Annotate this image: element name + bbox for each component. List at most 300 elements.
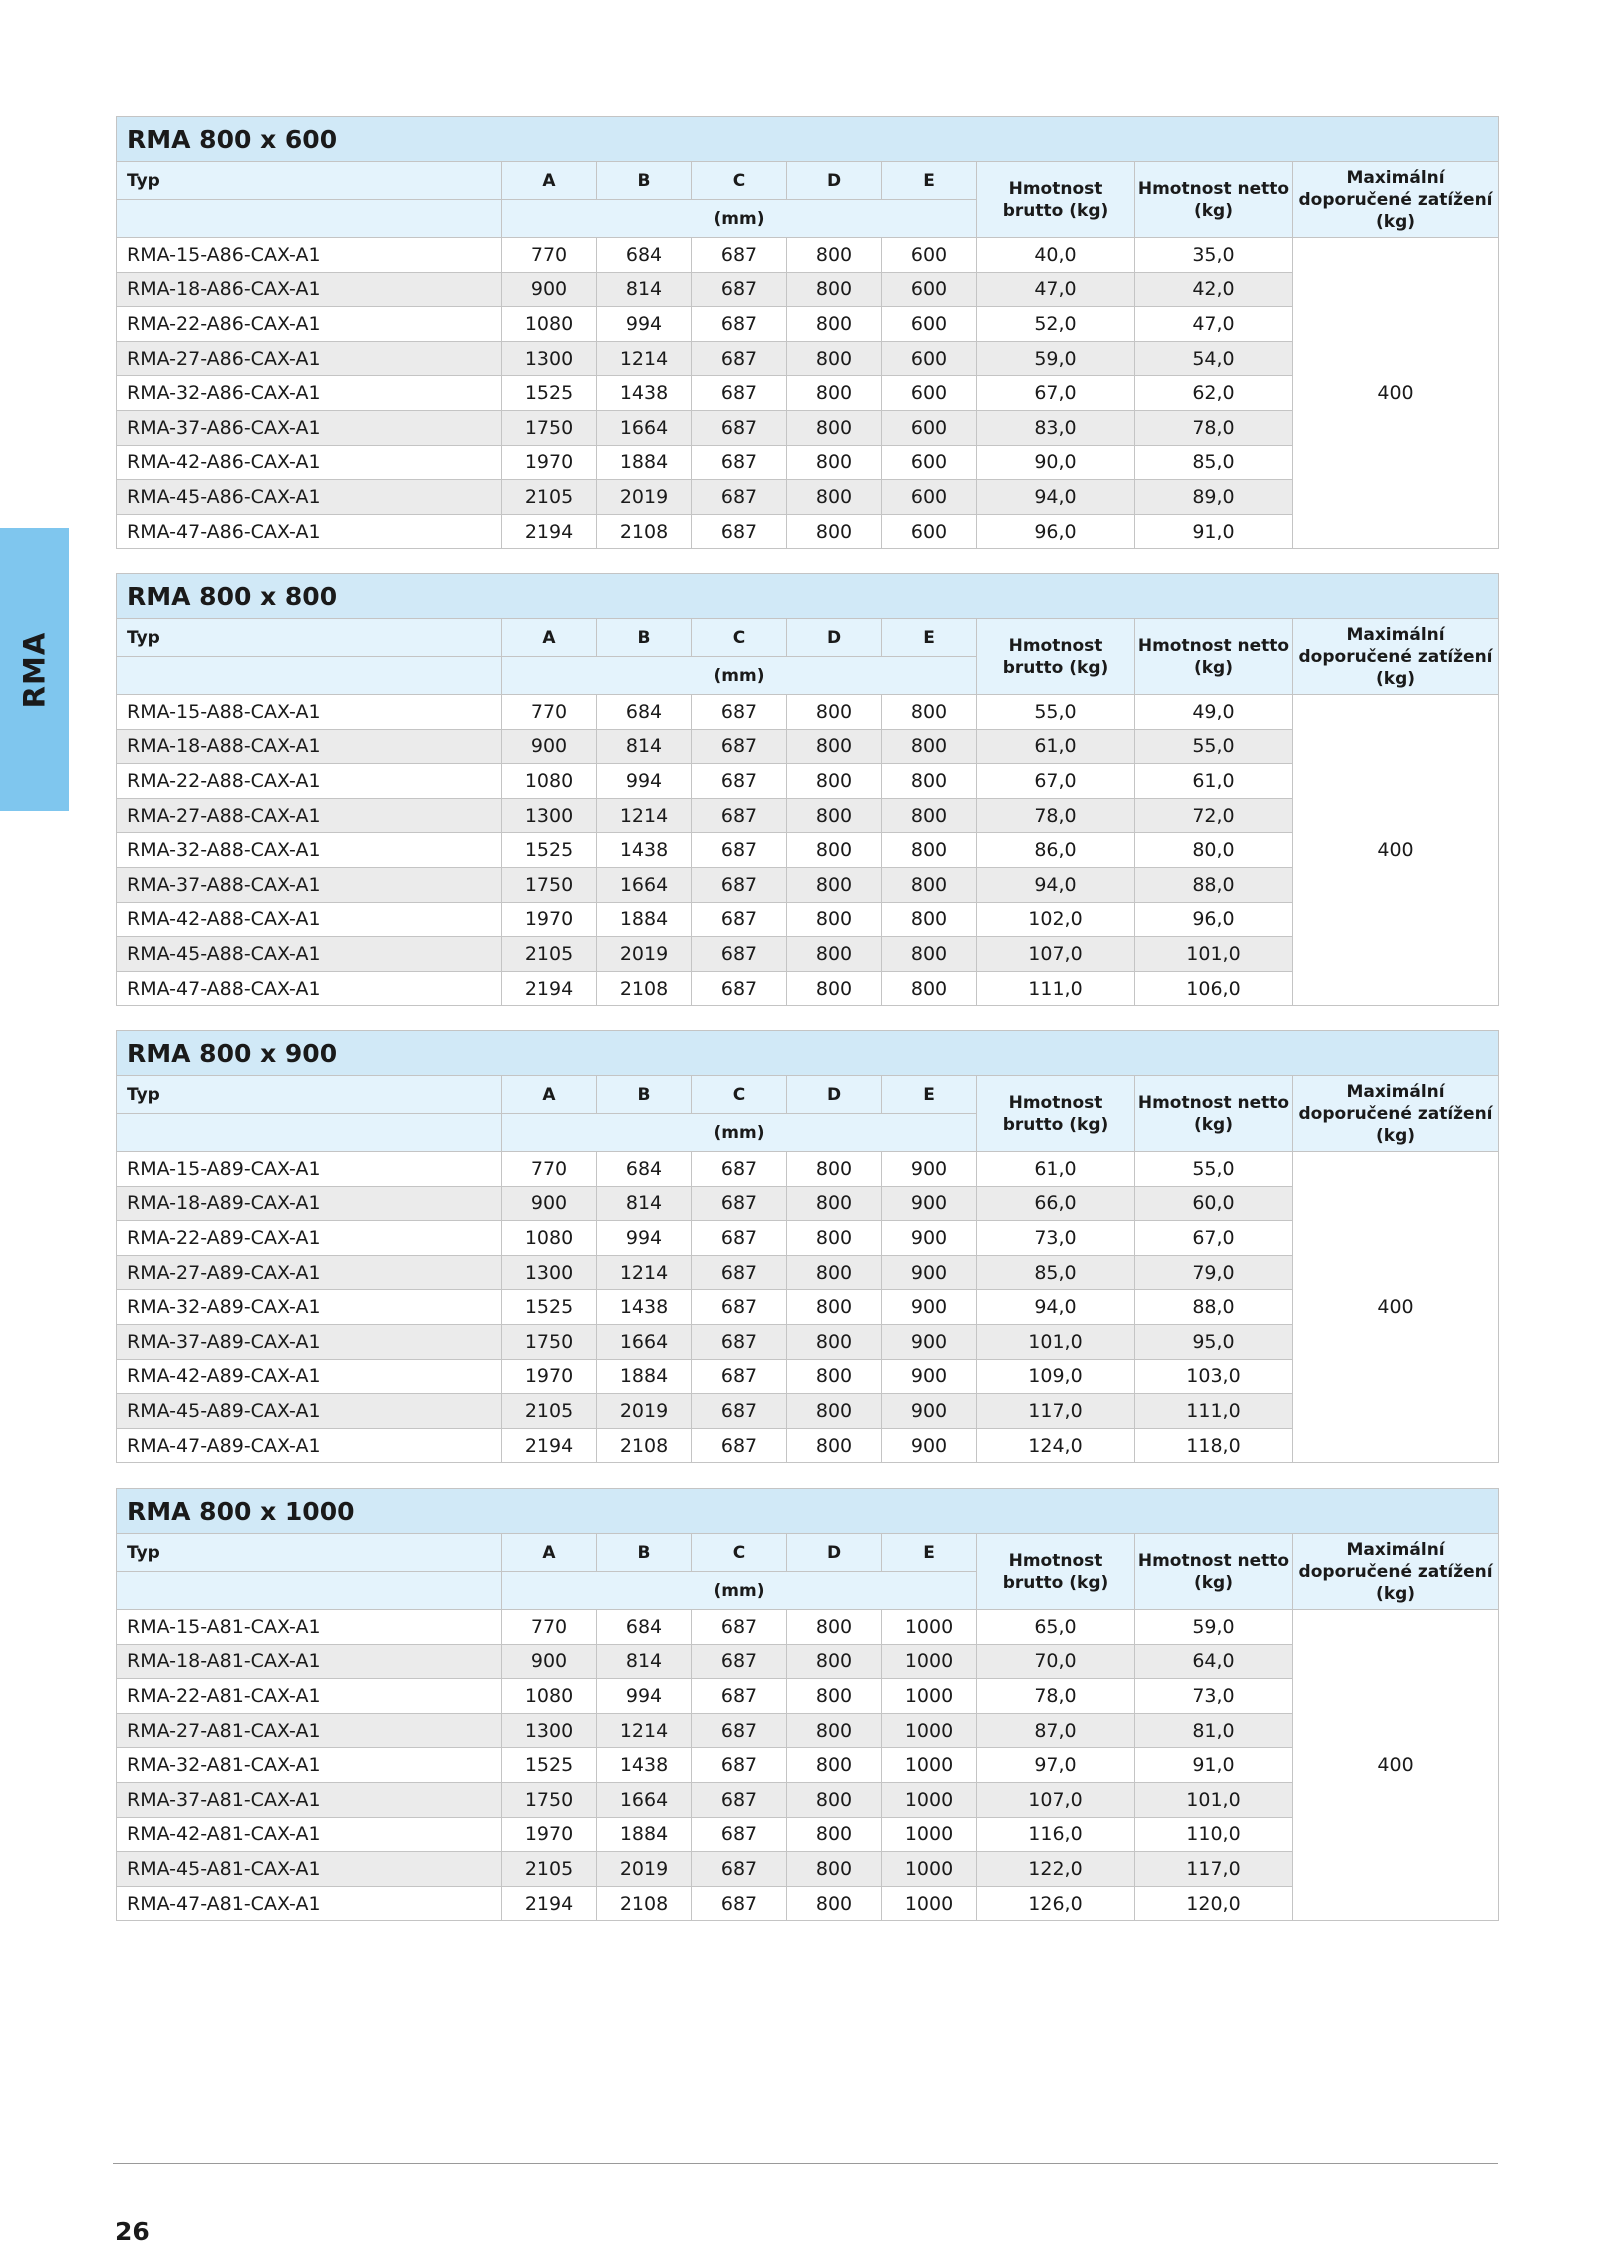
dim-c: 687 (692, 1644, 787, 1679)
weight-brutto: 65,0 (977, 1610, 1135, 1645)
type-code: RMA-37-A81-CAX-A1 (117, 1782, 502, 1817)
max-line-2: doporučené zatížení (1298, 1561, 1493, 1582)
dim-c: 687 (692, 1817, 787, 1852)
type-code: RMA-18-A86-CAX-A1 (117, 272, 502, 307)
dim-e: 800 (882, 971, 977, 1006)
weight-netto: 91,0 (1135, 1748, 1293, 1783)
dim-b: 1438 (597, 1290, 692, 1325)
dim-b: 2108 (597, 1428, 692, 1463)
dim-e: 800 (882, 764, 977, 799)
dim-c: 687 (692, 272, 787, 307)
dim-b: 814 (597, 729, 692, 764)
dim-b: 994 (597, 764, 692, 799)
weight-netto: 91,0 (1135, 514, 1293, 549)
max-line-1: Maximální (1346, 1081, 1445, 1102)
dim-b: 1664 (597, 410, 692, 445)
weight-netto: 78,0 (1135, 410, 1293, 445)
type-code: RMA-18-A81-CAX-A1 (117, 1644, 502, 1679)
weight-brutto: 67,0 (977, 764, 1135, 799)
dim-e: 600 (882, 272, 977, 307)
weight-brutto: 109,0 (977, 1359, 1135, 1394)
dim-c: 687 (692, 867, 787, 902)
weight-netto: 73,0 (1135, 1679, 1293, 1714)
col-header-a: A (502, 619, 597, 657)
dim-c: 687 (692, 798, 787, 833)
weight-brutto: 61,0 (977, 1152, 1135, 1187)
dim-d: 800 (787, 937, 882, 972)
netto-line-1: Hmotnost netto (1137, 1550, 1290, 1571)
type-code: RMA-42-A81-CAX-A1 (117, 1817, 502, 1852)
dim-a: 1300 (502, 341, 597, 376)
dim-a: 770 (502, 1610, 597, 1645)
table-row (117, 341, 1499, 376)
table-row (117, 764, 1499, 799)
dim-e: 1000 (882, 1817, 977, 1852)
dim-d: 800 (787, 1817, 882, 1852)
weight-brutto: 107,0 (977, 937, 1135, 972)
table-row (117, 1817, 1499, 1852)
dim-e: 1000 (882, 1713, 977, 1748)
dim-e: 800 (882, 833, 977, 868)
dim-a: 900 (502, 1644, 597, 1679)
col-header-netto (1135, 162, 1293, 238)
weight-netto: 88,0 (1135, 867, 1293, 902)
type-code: RMA-32-A89-CAX-A1 (117, 1290, 502, 1325)
dim-d: 800 (787, 272, 882, 307)
max-line-1: Maximální (1346, 167, 1445, 188)
type-code: RMA-45-A88-CAX-A1 (117, 937, 502, 972)
weight-brutto: 59,0 (977, 341, 1135, 376)
dim-e: 900 (882, 1255, 977, 1290)
col-header-d: D (787, 1076, 882, 1114)
col-header-d: D (787, 1534, 882, 1572)
dim-d: 800 (787, 410, 882, 445)
dim-b: 684 (597, 695, 692, 730)
dim-c: 687 (692, 1255, 787, 1290)
dim-a: 1525 (502, 376, 597, 411)
weight-brutto: 94,0 (977, 480, 1135, 515)
dim-a: 900 (502, 1186, 597, 1221)
dim-c: 687 (692, 695, 787, 730)
dim-a: 1300 (502, 1713, 597, 1748)
dim-c: 687 (692, 1186, 787, 1221)
brutto-line-1: Hmotnost (1008, 1092, 1103, 1113)
dim-c: 687 (692, 764, 787, 799)
weight-brutto: 78,0 (977, 798, 1135, 833)
dim-a: 1970 (502, 445, 597, 480)
dim-d: 800 (787, 1852, 882, 1887)
dim-a: 2105 (502, 1852, 597, 1887)
weight-brutto: 124,0 (977, 1428, 1135, 1463)
product-table (116, 573, 1499, 1006)
dim-c: 687 (692, 902, 787, 937)
dim-a: 1970 (502, 1817, 597, 1852)
dim-b: 814 (597, 1644, 692, 1679)
table-row (117, 410, 1499, 445)
table-row (117, 833, 1499, 868)
type-code: RMA-45-A86-CAX-A1 (117, 480, 502, 515)
dim-c: 687 (692, 1713, 787, 1748)
netto-line-2: (kg) (1193, 200, 1233, 221)
type-code: RMA-47-A89-CAX-A1 (117, 1428, 502, 1463)
weight-brutto: 78,0 (977, 1679, 1135, 1714)
weight-netto: 59,0 (1135, 1610, 1293, 1645)
weight-brutto: 116,0 (977, 1817, 1135, 1852)
dim-e: 600 (882, 376, 977, 411)
weight-netto: 54,0 (1135, 341, 1293, 376)
weight-netto: 101,0 (1135, 1782, 1293, 1817)
dim-c: 687 (692, 341, 787, 376)
table-title: RMA 800 x 900 (117, 1031, 1499, 1076)
dim-d: 800 (787, 1255, 882, 1290)
dim-c: 687 (692, 971, 787, 1006)
weight-brutto: 52,0 (977, 307, 1135, 342)
dim-c: 687 (692, 445, 787, 480)
col-header-a: A (502, 1076, 597, 1114)
dim-a: 770 (502, 1152, 597, 1187)
type-code: RMA-37-A86-CAX-A1 (117, 410, 502, 445)
dim-a: 2105 (502, 480, 597, 515)
dim-a: 1300 (502, 798, 597, 833)
table-row (117, 445, 1499, 480)
weight-brutto: 94,0 (977, 867, 1135, 902)
weight-brutto: 101,0 (977, 1324, 1135, 1359)
dim-b: 684 (597, 1152, 692, 1187)
weight-netto: 110,0 (1135, 1817, 1293, 1852)
weight-brutto: 102,0 (977, 902, 1135, 937)
col-header-brutto (977, 1534, 1135, 1610)
dim-c: 687 (692, 937, 787, 972)
dim-b: 1664 (597, 867, 692, 902)
dim-d: 800 (787, 1324, 882, 1359)
weight-netto: 49,0 (1135, 695, 1293, 730)
dim-c: 687 (692, 238, 787, 273)
col-header-e: E (882, 1076, 977, 1114)
max-line-1: Maximální (1346, 1539, 1445, 1560)
table-row (117, 480, 1499, 515)
dim-b: 1214 (597, 798, 692, 833)
type-code: RMA-42-A86-CAX-A1 (117, 445, 502, 480)
dim-a: 2105 (502, 937, 597, 972)
dim-d: 800 (787, 514, 882, 549)
col-header-b: B (597, 619, 692, 657)
max-load-value: 400 (1293, 1152, 1499, 1463)
weight-netto: 88,0 (1135, 1290, 1293, 1325)
dim-c: 687 (692, 1852, 787, 1887)
dim-b: 1214 (597, 1255, 692, 1290)
dim-a: 1080 (502, 1679, 597, 1714)
weight-netto: 62,0 (1135, 376, 1293, 411)
weight-netto: 47,0 (1135, 307, 1293, 342)
dim-b: 1438 (597, 833, 692, 868)
table-row (117, 971, 1499, 1006)
table-row (117, 1359, 1499, 1394)
table-row (117, 1610, 1499, 1645)
table-row (117, 1644, 1499, 1679)
dim-e: 1000 (882, 1644, 977, 1679)
type-code: RMA-42-A88-CAX-A1 (117, 902, 502, 937)
dim-b: 1664 (597, 1782, 692, 1817)
dim-b: 1214 (597, 341, 692, 376)
dim-a: 900 (502, 729, 597, 764)
dim-b: 2108 (597, 514, 692, 549)
dim-d: 800 (787, 971, 882, 1006)
weight-netto: 67,0 (1135, 1221, 1293, 1256)
table-title: RMA 800 x 600 (117, 117, 1499, 162)
col-header-max-load (1293, 162, 1499, 238)
type-code: RMA-15-A86-CAX-A1 (117, 238, 502, 273)
dim-e: 600 (882, 445, 977, 480)
type-code: RMA-27-A86-CAX-A1 (117, 341, 502, 376)
header-blank (117, 1114, 502, 1152)
max-load-value: 400 (1293, 238, 1499, 549)
dim-a: 770 (502, 238, 597, 273)
netto-line-1: Hmotnost netto (1137, 635, 1290, 656)
weight-brutto: 117,0 (977, 1394, 1135, 1429)
col-header-netto (1135, 1534, 1293, 1610)
weight-brutto: 87,0 (977, 1713, 1135, 1748)
col-header-d: D (787, 619, 882, 657)
dim-e: 800 (882, 867, 977, 902)
dim-d: 800 (787, 1713, 882, 1748)
dim-b: 1884 (597, 1817, 692, 1852)
type-code: RMA-47-A86-CAX-A1 (117, 514, 502, 549)
netto-line-1: Hmotnost netto (1137, 178, 1290, 199)
brutto-line-1: Hmotnost (1008, 1550, 1103, 1571)
weight-brutto: 47,0 (977, 272, 1135, 307)
col-header-b: B (597, 1076, 692, 1114)
col-header-brutto (977, 162, 1135, 238)
dim-e: 1000 (882, 1886, 977, 1921)
dim-a: 1080 (502, 307, 597, 342)
dim-a: 1525 (502, 1748, 597, 1783)
type-code: RMA-37-A88-CAX-A1 (117, 867, 502, 902)
product-table (116, 1030, 1499, 1463)
col-header-max-load (1293, 1076, 1499, 1152)
dim-d: 800 (787, 867, 882, 902)
weight-netto: 111,0 (1135, 1394, 1293, 1429)
dim-c: 687 (692, 729, 787, 764)
col-header-a: A (502, 162, 597, 200)
brutto-line-1: Hmotnost (1008, 635, 1103, 656)
dim-c: 687 (692, 1152, 787, 1187)
dim-e: 800 (882, 798, 977, 833)
col-header-b: B (597, 162, 692, 200)
dim-b: 1438 (597, 1748, 692, 1783)
footer-divider (113, 2163, 1498, 2164)
dim-a: 1750 (502, 1324, 597, 1359)
table-row (117, 1428, 1499, 1463)
dim-a: 770 (502, 695, 597, 730)
table-row (117, 1782, 1499, 1817)
dim-d: 800 (787, 307, 882, 342)
dim-a: 1080 (502, 1221, 597, 1256)
dim-a: 1080 (502, 764, 597, 799)
dim-c: 687 (692, 1782, 787, 1817)
netto-line-2: (kg) (1193, 1114, 1233, 1135)
type-code: RMA-27-A81-CAX-A1 (117, 1713, 502, 1748)
dim-b: 1438 (597, 376, 692, 411)
dim-c: 687 (692, 480, 787, 515)
weight-netto: 79,0 (1135, 1255, 1293, 1290)
table-row (117, 1152, 1499, 1187)
weight-brutto: 97,0 (977, 1748, 1135, 1783)
max-line-2: doporučené zatížení (1298, 646, 1493, 667)
dim-b: 2108 (597, 1886, 692, 1921)
dim-b: 1214 (597, 1713, 692, 1748)
col-header-netto (1135, 619, 1293, 695)
dim-b: 2019 (597, 937, 692, 972)
dim-a: 1750 (502, 1782, 597, 1817)
weight-brutto: 66,0 (977, 1186, 1135, 1221)
weight-brutto: 85,0 (977, 1255, 1135, 1290)
dim-d: 800 (787, 833, 882, 868)
dim-d: 800 (787, 902, 882, 937)
dim-a: 2105 (502, 1394, 597, 1429)
weight-netto: 117,0 (1135, 1852, 1293, 1887)
dim-d: 800 (787, 695, 882, 730)
max-load-value: 400 (1293, 695, 1499, 1006)
table-title: RMA 800 x 800 (117, 574, 1499, 619)
dim-c: 687 (692, 1290, 787, 1325)
header-blank (117, 1572, 502, 1610)
dim-e: 1000 (882, 1852, 977, 1887)
weight-brutto: 70,0 (977, 1644, 1135, 1679)
col-header-typ: Typ (117, 162, 502, 200)
weight-netto: 96,0 (1135, 902, 1293, 937)
dim-e: 900 (882, 1186, 977, 1221)
dim-b: 2019 (597, 480, 692, 515)
col-header-e: E (882, 619, 977, 657)
dim-c: 687 (692, 1394, 787, 1429)
type-code: RMA-47-A88-CAX-A1 (117, 971, 502, 1006)
dim-e: 900 (882, 1428, 977, 1463)
dim-d: 800 (787, 1186, 882, 1221)
dim-e: 600 (882, 410, 977, 445)
dim-a: 1750 (502, 867, 597, 902)
dim-d: 800 (787, 1394, 882, 1429)
dim-b: 1884 (597, 445, 692, 480)
weight-brutto: 86,0 (977, 833, 1135, 868)
col-header-c: C (692, 162, 787, 200)
col-header-brutto (977, 619, 1135, 695)
brutto-line-2: brutto (kg) (1002, 657, 1109, 678)
unit-label: (mm) (502, 1114, 977, 1152)
dim-a: 1300 (502, 1255, 597, 1290)
weight-netto: 118,0 (1135, 1428, 1293, 1463)
dim-a: 1970 (502, 902, 597, 937)
weight-netto: 95,0 (1135, 1324, 1293, 1359)
max-line-2: doporučené zatížení (1298, 1103, 1493, 1124)
dim-b: 994 (597, 1679, 692, 1714)
netto-line-2: (kg) (1193, 657, 1233, 678)
dim-c: 687 (692, 1679, 787, 1714)
dim-d: 800 (787, 1886, 882, 1921)
col-header-netto (1135, 1076, 1293, 1152)
max-line-3: (kg) (1376, 1583, 1416, 1604)
dim-e: 900 (882, 1394, 977, 1429)
table-row (117, 1748, 1499, 1783)
netto-line-2: (kg) (1193, 1572, 1233, 1593)
col-header-c: C (692, 1076, 787, 1114)
type-code: RMA-15-A81-CAX-A1 (117, 1610, 502, 1645)
weight-netto: 85,0 (1135, 445, 1293, 480)
weight-brutto: 73,0 (977, 1221, 1135, 1256)
dim-c: 687 (692, 1428, 787, 1463)
weight-netto: 89,0 (1135, 480, 1293, 515)
dim-e: 800 (882, 937, 977, 972)
dim-d: 800 (787, 1152, 882, 1187)
weight-netto: 55,0 (1135, 729, 1293, 764)
weight-brutto: 67,0 (977, 376, 1135, 411)
dim-e: 600 (882, 480, 977, 515)
table-row (117, 238, 1499, 273)
dim-c: 687 (692, 410, 787, 445)
col-header-e: E (882, 1534, 977, 1572)
type-code: RMA-32-A86-CAX-A1 (117, 376, 502, 411)
dim-b: 2019 (597, 1394, 692, 1429)
weight-netto: 103,0 (1135, 1359, 1293, 1394)
weight-netto: 120,0 (1135, 1886, 1293, 1921)
dim-c: 687 (692, 514, 787, 549)
dim-b: 2019 (597, 1852, 692, 1887)
table-row (117, 1886, 1499, 1921)
dim-e: 1000 (882, 1782, 977, 1817)
dim-e: 900 (882, 1359, 977, 1394)
dim-d: 800 (787, 480, 882, 515)
max-line-3: (kg) (1376, 668, 1416, 689)
weight-netto: 81,0 (1135, 1713, 1293, 1748)
type-code: RMA-45-A89-CAX-A1 (117, 1394, 502, 1429)
type-code: RMA-47-A81-CAX-A1 (117, 1886, 502, 1921)
col-header-typ: Typ (117, 619, 502, 657)
dim-c: 687 (692, 1324, 787, 1359)
dim-a: 2194 (502, 1428, 597, 1463)
dim-e: 900 (882, 1221, 977, 1256)
col-header-b: B (597, 1534, 692, 1572)
weight-brutto: 107,0 (977, 1782, 1135, 1817)
table-title: RMA 800 x 1000 (117, 1489, 1499, 1534)
max-line-3: (kg) (1376, 1125, 1416, 1146)
dim-d: 800 (787, 1610, 882, 1645)
type-code: RMA-27-A88-CAX-A1 (117, 798, 502, 833)
brutto-line-2: brutto (kg) (1002, 1114, 1109, 1135)
product-table (116, 1488, 1499, 1921)
max-line-1: Maximální (1346, 624, 1445, 645)
dim-a: 1750 (502, 410, 597, 445)
dim-e: 800 (882, 729, 977, 764)
weight-brutto: 94,0 (977, 1290, 1135, 1325)
table-row (117, 1679, 1499, 1714)
dim-d: 800 (787, 729, 882, 764)
dim-e: 600 (882, 341, 977, 376)
table-row (117, 867, 1499, 902)
type-code: RMA-37-A89-CAX-A1 (117, 1324, 502, 1359)
type-code: RMA-45-A81-CAX-A1 (117, 1852, 502, 1887)
dim-b: 994 (597, 307, 692, 342)
table-row (117, 1852, 1499, 1887)
table-row (117, 376, 1499, 411)
table-row (117, 729, 1499, 764)
brutto-line-1: Hmotnost (1008, 178, 1103, 199)
col-header-max-load (1293, 619, 1499, 695)
col-header-d: D (787, 162, 882, 200)
dim-d: 800 (787, 1748, 882, 1783)
dim-b: 1664 (597, 1324, 692, 1359)
weight-brutto: 96,0 (977, 514, 1135, 549)
dim-c: 687 (692, 1886, 787, 1921)
brutto-line-2: brutto (kg) (1002, 200, 1109, 221)
